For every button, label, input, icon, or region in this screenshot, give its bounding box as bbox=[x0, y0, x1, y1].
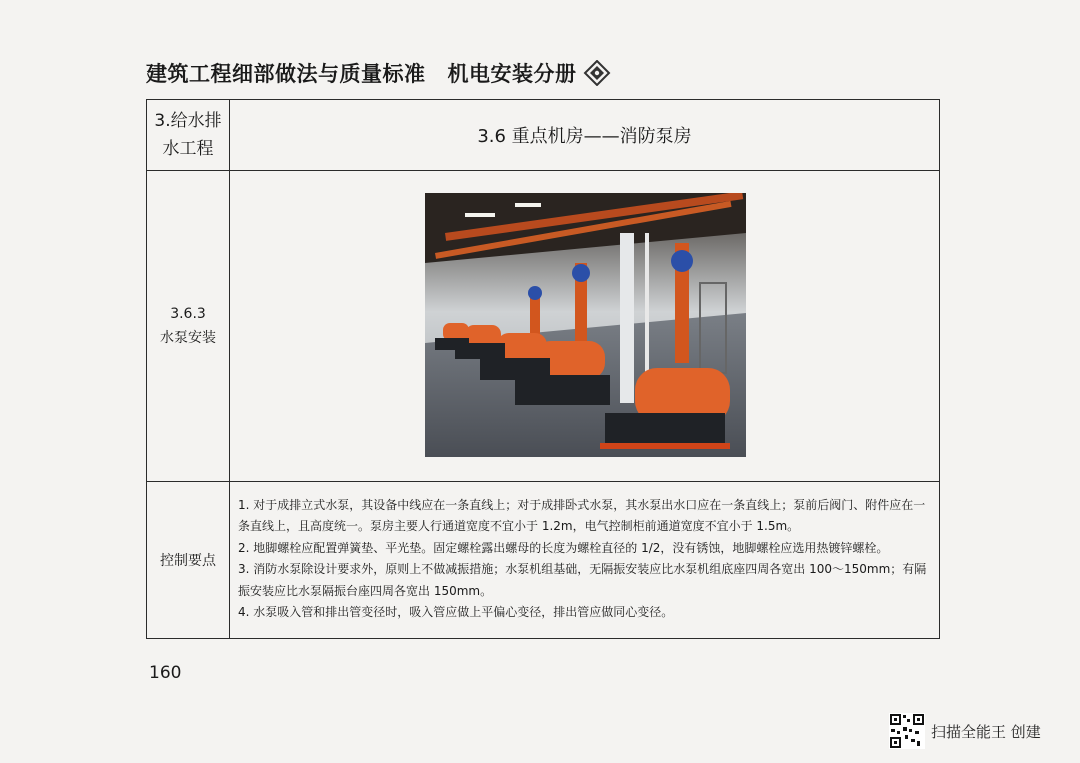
control-point: 4. 水泵吸入管和排出管变径时，吸入管应做上平偏心变径，排出管应做同心变径。 bbox=[238, 605, 674, 619]
item-name: 水泵安装 bbox=[160, 330, 216, 346]
item-number: 3.6.3 bbox=[170, 306, 206, 322]
page-number: 160 bbox=[149, 663, 182, 683]
control-point: 2. 地脚螺栓应配置弹簧垫、平光垫。固定螺栓露出螺母的长度为螺栓直径的 1/2，没有锈蚀，地脚螺栓应选用热镀锌螺栓。 bbox=[238, 540, 889, 555]
qr-code-icon bbox=[889, 713, 925, 749]
photo-cell bbox=[230, 171, 940, 482]
control-points bbox=[230, 482, 940, 639]
standard-table bbox=[146, 99, 940, 639]
control-point: 3. 消防水泵除设计要求外，原则上不做减振措施；水泵机组基础，无隔振安装应比水泵机组底座四周各宽出 100～150mm；有隔振安装应比水泵隔振台座四周各宽出 150mm。 bbox=[238, 562, 927, 598]
header-title: 建筑工程细部做法与质量标准 bbox=[146, 62, 426, 86]
header-subtitle: 机电安装分册 bbox=[447, 62, 577, 86]
control-point: 1. 对于成排立式水泵，其设备中线应在一条直线上；对于成排卧式水泵，其水泵出水口应在一条直线上；泵前后阀门、附件应在一条直线上，且高度统一。泵房主要人行通道宽度不宜小于 1.2m，电气控制柜前通道宽度不宜小于 1.5m。 bbox=[238, 497, 926, 533]
scanner-watermark-text: 扫描全能王 创建 bbox=[931, 722, 1041, 741]
footer-watermark bbox=[889, 713, 1041, 749]
pump-room-photo bbox=[425, 193, 746, 457]
diamond-logo-icon bbox=[583, 60, 611, 86]
section-name: 3.给水排水工程 bbox=[154, 111, 222, 159]
table-title: 3.6 重点机房——消防泵房 bbox=[230, 100, 940, 171]
item-cell bbox=[147, 171, 230, 482]
section-cell bbox=[147, 100, 230, 171]
control-label: 控制要点 bbox=[147, 482, 230, 639]
page-header bbox=[146, 58, 611, 88]
